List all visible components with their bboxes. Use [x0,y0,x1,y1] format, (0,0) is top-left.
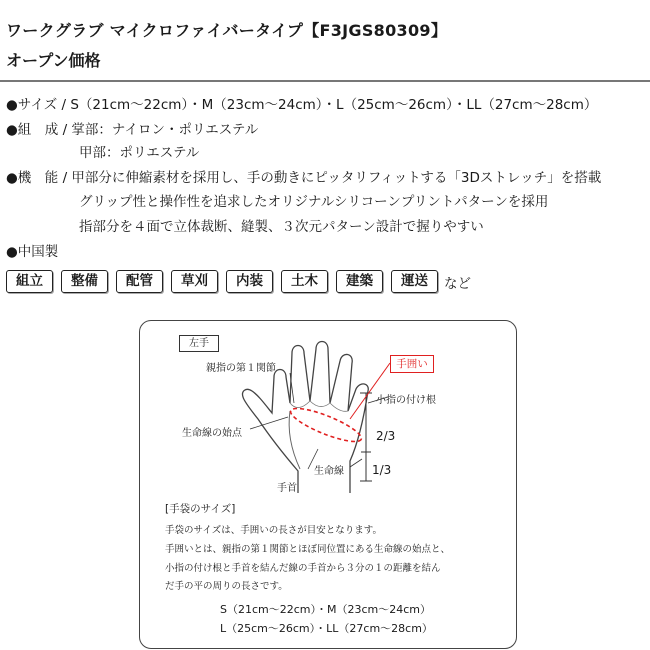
spec-origin: ●中国製 [6,244,59,260]
spec-material-back: 甲部：ポリエステル [79,145,200,161]
header-divider [0,80,650,82]
hand-circumference-line [287,402,364,447]
product-title: ワークグラブ マイクロファイバータイプ【F3JGS80309】 [6,21,448,40]
left-hand-label: 左手 [179,335,219,352]
usage-tag: 組立 [6,270,53,293]
size-guide-text: 小指の付け根と手首を結んだ線の手首から３分の１の距離を結ん [165,563,441,574]
lower-fraction: 1/3 [372,463,392,477]
spec-function: ●機 能 / 甲部分に伸縮素材を採用し、手の動きにピッタリフィットする「3Dストレッチ」を搭載 [6,170,602,186]
price-label: オープン価格 [6,51,101,70]
usage-tags [6,270,471,293]
thumb-joint-label: 親指の第１関節 [206,363,276,374]
usage-tags-suffix: など [444,275,471,292]
hand-circumference-label: 手囲い [390,355,434,373]
usage-tag: 土木 [281,270,328,293]
size-guide-heading: [手袋のサイズ] [165,503,236,515]
wrist-label: 手首 [277,483,297,494]
spec-size: ●サイズ / S（21cm～22cm）・M（23cm～24cm）・L（25cm～26cm）・LL（27cm～28cm） [6,97,598,113]
spec-material: ●組 成 / 掌部：ナイロン・ポリエステル [6,122,259,138]
spec-function-fingers: 指部分を４面で立体裁断、縫製、３次元パターン設計で握りやすい [79,219,484,235]
usage-tag: 整備 [61,270,108,293]
pinky-base-label: 小指の付け根 [376,395,436,406]
spec-function-grip: グリップ性と操作性を追求したオリジナルシリコーンプリントパターンを採用 [79,194,549,210]
usage-tag: 建築 [336,270,383,293]
size-guide-text: 手袋のサイズは、手囲いの長さが目安となります。 [165,525,382,536]
usage-tag: 運送 [391,270,438,293]
lifeline-start-label: 生命線の始点 [182,428,242,439]
size-guide-text: だ手の平の周りの長さです。 [165,581,288,592]
usage-tag: 内装 [226,270,273,293]
usage-tag: 配管 [116,270,163,293]
size-guide-panel [139,320,517,649]
usage-tag: 草刈 [171,270,218,293]
lifeline-label: 生命線 [314,466,344,477]
upper-fraction: 2/3 [376,429,396,443]
size-list-row: S（21cm～22cm）・M（23cm～24cm） [220,603,432,616]
size-list-row: L（25cm～26cm）・LL（27cm～28cm） [220,622,433,635]
size-guide-text: 手囲いとは、親指の第１関節とほぼ同位置にある生命線の始点と、 [165,544,451,555]
